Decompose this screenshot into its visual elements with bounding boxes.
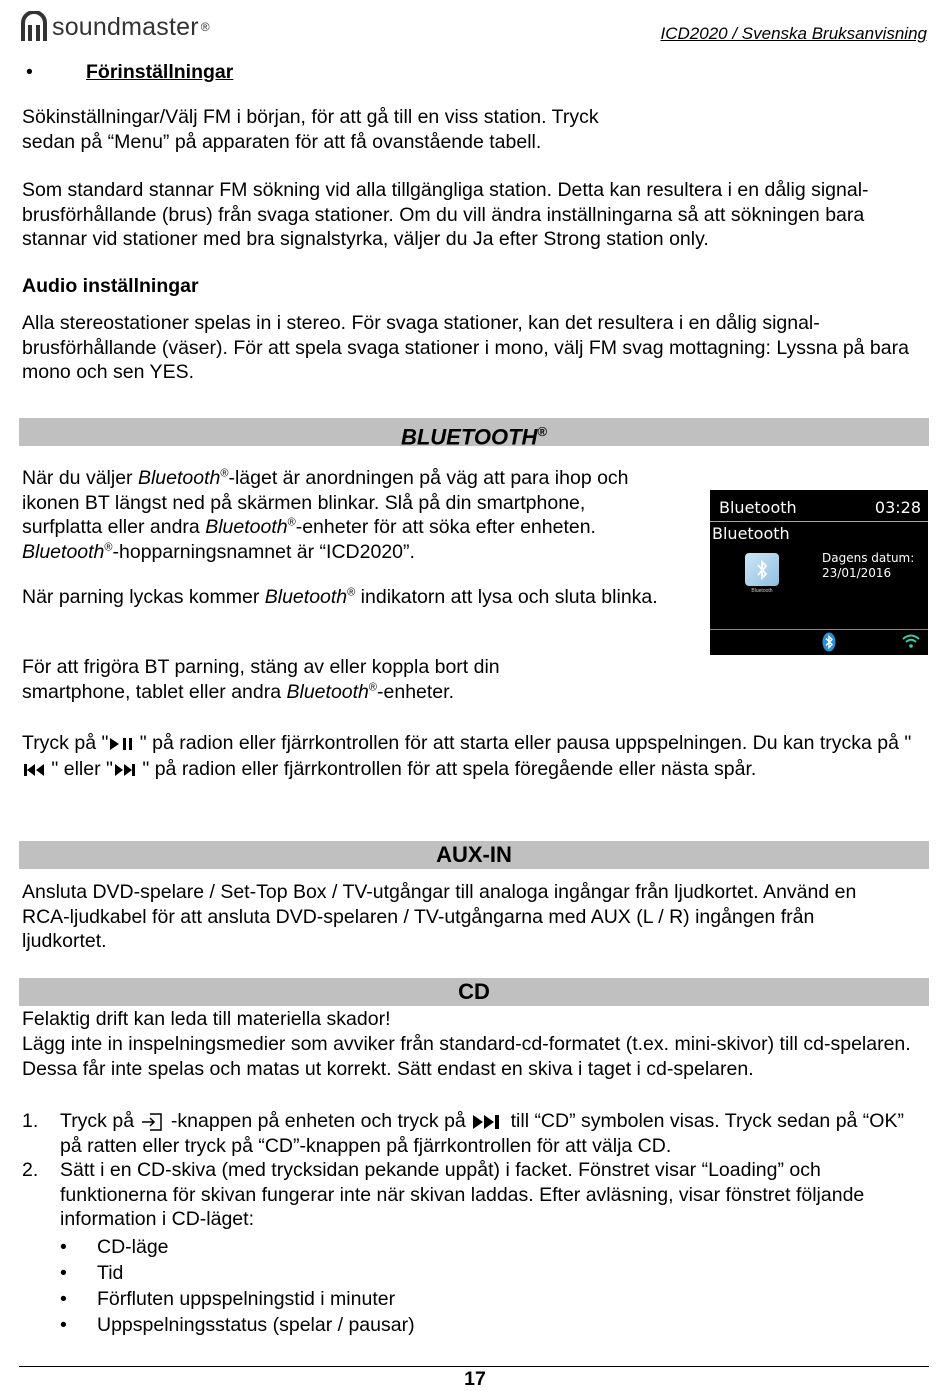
audio-heading: Audio inställningar	[22, 275, 199, 297]
bluetooth-app-icon	[745, 553, 779, 586]
next-track-icon	[113, 762, 137, 778]
bluetooth-paragraph-4: Tryck på " " på radion eller fjärrkontrollen för att starta eller pausa uppspelningen. Du kan trycka på " " eller " " på radion eller fjärrkontrollen för att spela föregående eller nästa spår.	[22, 732, 912, 780]
brand-logo	[20, 10, 210, 44]
bluetooth-paragraph-3: För att frigöra BT parning, stäng av eller koppla bort din smartphone, tablet eller andra Bluetooth®-enheter.	[22, 656, 500, 703]
screen-date-label: Dagens datum:	[822, 551, 915, 565]
brand-name: soundmaster	[52, 12, 199, 41]
screen-date-block	[822, 551, 914, 581]
aux-section-title: AUX-IN	[436, 842, 512, 867]
cd-step-2: 2. Sätt i en CD-skiva (med trycksidan pekande uppåt) i facket. Fönstret visar “Loading” och funktionerna för skivan fungerar inte när skivan laddas. Efter avläsning, visar fönstret följande information i CD-läget: • CD-läge • Tid • Förfluten uppspelningstid i minuter • Uppspelningsstatus (spelar / pausar)	[22, 1158, 917, 1339]
wifi-signal-icon	[901, 634, 921, 648]
play-pause-icon	[108, 735, 134, 753]
screen-divider	[710, 521, 928, 522]
screen-date-value: 23/01/2016	[822, 566, 892, 580]
previous-track-icon	[22, 762, 46, 778]
presets-heading-label: Förinställningar	[86, 61, 234, 83]
cd-section-title: CD	[458, 979, 490, 1004]
page-number: 17	[464, 1368, 486, 1390]
brand-registered-mark: ®	[200, 20, 210, 34]
cd-warning: Felaktig drift kan leda till materiella skador!	[22, 1008, 391, 1030]
presets-paragraph-1: Sökinställningar/Välj FM i början, för att gå till en viss station. Tryck sedan på “Menu” på apparaten för att få ovanstående tabell.	[22, 106, 599, 153]
bluetooth-paragraph-1: När du väljer Bluetooth®-läget är anordningen på väg att para ihop och ikonen BT längst ned på skärmen blinkar. Slå på din smartphone, surfplatta eller andra Bluetooth®-enheter för att söka efter enheten. Bluetooth®-hopparningsnamnet är “ICD2020”.	[22, 467, 629, 563]
screen-title: Bluetooth	[719, 498, 797, 517]
cd-steps-list	[22, 1109, 917, 1339]
bluetooth-section-title: BLUETOOTH	[400, 424, 538, 450]
cd-paragraph: Lägg inte in inspelningsmedier som avviker från standard-cd-formatet (t.ex. mini-skivor) till cd-spelaren. Dessa får inte spelas och matas ut korrekt. Sätt endast en skiva i taget i cd-spelaren.	[22, 1033, 911, 1080]
bullet-marker: •	[26, 61, 33, 83]
cd-info-list	[60, 1234, 917, 1339]
presets-paragraph-2: Som standard stannar FM sökning vid alla tillgängliga station. Detta kan resultera i en dålig signal-brusförhållande (brus) från svaga stationer. Om du vill ändra inställningarna så att sökningen bara stannar vid stationer med bra signalstyrka, väljer du Ja efter Strong station only.	[22, 179, 869, 250]
audio-paragraph: Alla stereostationer spelas in i stereo. För svaga stationer, kan det resultera i en dålig signal-brusförhållande (väser). För att spela svaga stationer i mono, välj FM svag mottagning: Lyssna på bara mono och sen YES.	[22, 312, 909, 383]
aux-section-bar	[19, 841, 929, 869]
cd-section-bar	[19, 978, 929, 1006]
screen-icon-label: Bluetooth	[751, 588, 773, 594]
next-track-icon	[471, 1113, 505, 1131]
screen-subtitle: Bluetooth	[712, 524, 790, 543]
footer-divider	[19, 1366, 929, 1367]
list-item: • Tid	[60, 1260, 917, 1286]
list-item: • CD-läge	[60, 1234, 917, 1260]
source-input-icon	[139, 1112, 165, 1132]
screen-divider-bottom	[710, 629, 928, 630]
list-item: • Uppspelningsstatus (spelar / pausar)	[60, 1312, 917, 1338]
bluetooth-section-bar	[19, 418, 929, 450]
aux-paragraph: Ansluta DVD-spelare / Set-Top Box / TV-utgångar till analoga ingångar från ljudkortet. Använd en RCA-ljudkabel för att ansluta DVD-spelaren / TV-utgångarna med AUX (L / R) ingången från ljudkortet.	[22, 881, 857, 952]
bluetooth-status-icon	[822, 632, 836, 652]
document-title: ICD2020 / Svenska Bruksanvisning	[660, 24, 927, 43]
device-screen-image	[710, 490, 928, 655]
screen-time: 03:28	[874, 498, 921, 517]
cd-step-1: 1. Tryck på -knappen på enheten och tryck på till “CD” symbolen visas. Tryck sedan på “OK” på ratten eller tryck på “CD”-knappen på fjärrkontrollen för att välja CD.	[22, 1110, 904, 1157]
list-item: • Förfluten uppspelningstid i minuter	[60, 1286, 917, 1312]
bluetooth-paragraph-2: När parning lyckas kommer Bluetooth® indikatorn att lysa och sluta blinka.	[22, 586, 658, 608]
soundmaster-logo-icon	[20, 11, 48, 43]
registered-mark: ®	[537, 424, 548, 439]
